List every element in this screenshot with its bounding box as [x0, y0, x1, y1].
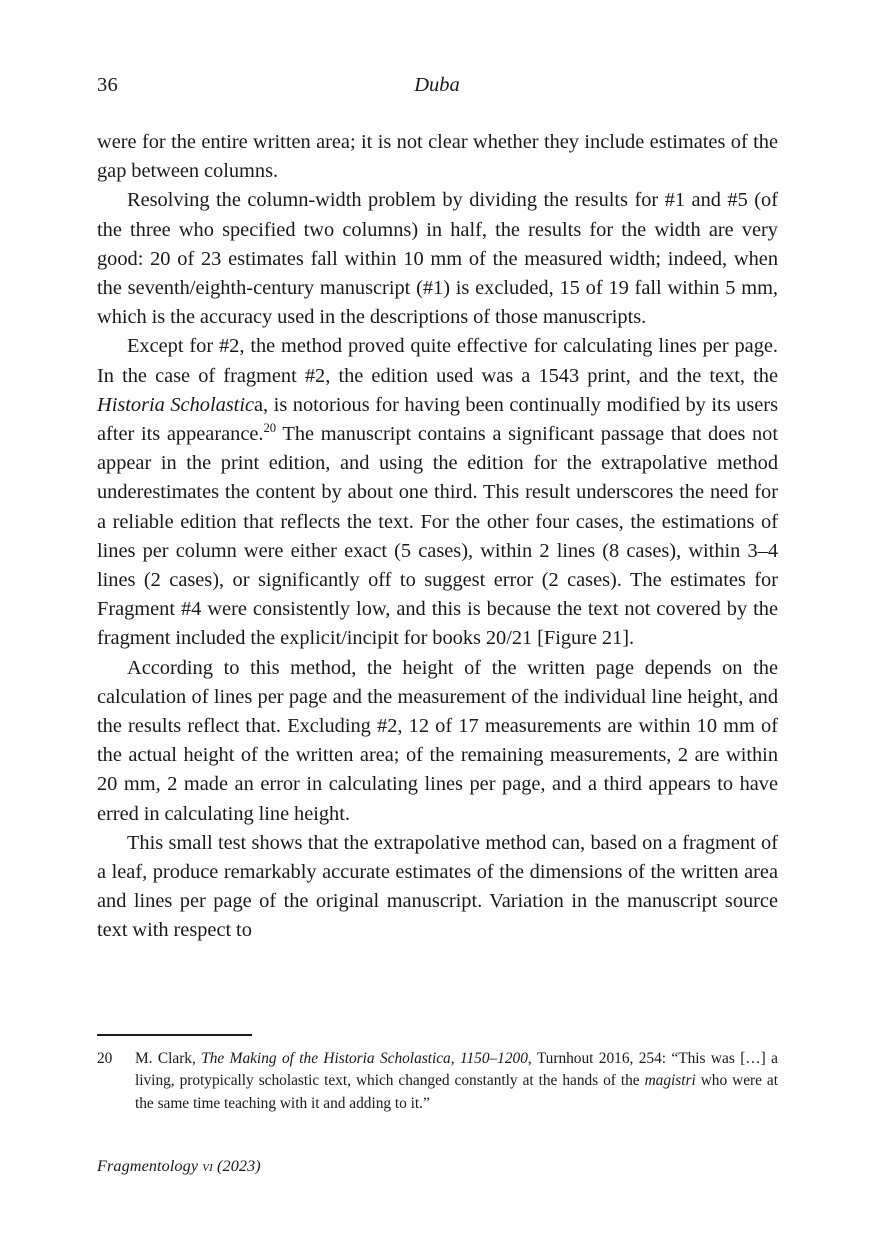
segment-italic-title: Historia Scholastic: [97, 393, 254, 416]
running-head-title: Duba: [414, 74, 460, 96]
paragraph-height-written-page: According to this method, the height of the written page depends on the calculation of lines per page and the measurement of the individual line height, and the results reflect that. Excluding #2, 12 of 17 measurements are within 10 mm of the actual height of the written area; of the remaining measurements, 2 are within 20 mm, 2 made an error in calculating lines per page, and a third appears to have erred in calculating line height.: [97, 656, 778, 825]
paragraph-lines-per-page: [97, 332, 778, 653]
paragraph-column-width: Resolving the column-width problem by dividing the results for #1 and #5 (of the three who specified two columns) in half, the results for the width are very good: 20 of 23 estimates fall within 10 mm of the measured width; indeed, when the seventh/eighth-century manuscript (#1) is excluded, 15 of 19 fall within 5 mm, which is the accuracy used in the descriptions of those manuscripts.: [97, 189, 778, 329]
paragraph-continuation: were for the entire written area; it is not clear whether they include estimates of the gap between columns.: [97, 131, 778, 183]
footnote-separator-rule: [97, 1034, 252, 1036]
page-number: 36: [97, 74, 118, 96]
footnote-segment-italic-magistri: magistri: [644, 1072, 696, 1090]
segment-text: The manuscript contains a significant passage that does not appear in the print edition, and using the edition for the extrapolative method underestimates the content by about one third. This result underscores the need for a reliable edition that reflects the text. For the other four cases, the estimations of lines per column were either exact (5 cases), within 2 lines (8 cases), within 3–4 lines (2 cases), or significantly off to suggest error (2 cases). The estimates for Fragment #4 were consistently low, and this is because the text not covered by the fragment included the explicit/incipit for books 20/21 [Figure 21].: [97, 423, 778, 650]
footnote-item: [97, 1048, 778, 1115]
footnote-segment-text: , Turnhout 2016, 254: “This was […] a living, protypically scholastic text, which changed constantly at the hands of the: [135, 1050, 778, 1090]
footnote-area: [97, 1034, 778, 1115]
footer-year: (2023): [217, 1157, 261, 1175]
paragraph-small-test: This small test shows that the extrapolative method can, based on a fragment of a leaf, produce remarkably accurate estimates of the dimensions of the written area and lines per page of the original manuscript. Variation in the manuscript source text with respect to: [97, 831, 778, 942]
running-head: [97, 70, 777, 100]
page-footer: [97, 1155, 261, 1177]
footnote-segment-text: M. Clark,: [135, 1050, 202, 1067]
segment-text: Except for #2, the method proved quite effective for calculating lines per page. In the case of fragment #2, the edition used was a 1543 print, and the text, the: [97, 335, 778, 387]
footer-volume: vi: [202, 1157, 213, 1175]
footer-journal-title: Fragmentology: [97, 1157, 199, 1175]
footnote-segment-italic-title: The Making of the Historia Scholastica, 1150–1200: [201, 1050, 528, 1067]
segment-text: a, is notorious for having been continually modified by its users after its appearance.: [97, 393, 778, 446]
footnote-reference-20[interactable]: 20: [263, 421, 277, 436]
footnote-segment-text: who were at the same time teaching with it and adding to it.”: [135, 1072, 778, 1112]
footnote-number: 20: [97, 1050, 113, 1067]
body-text-block: [97, 128, 778, 946]
